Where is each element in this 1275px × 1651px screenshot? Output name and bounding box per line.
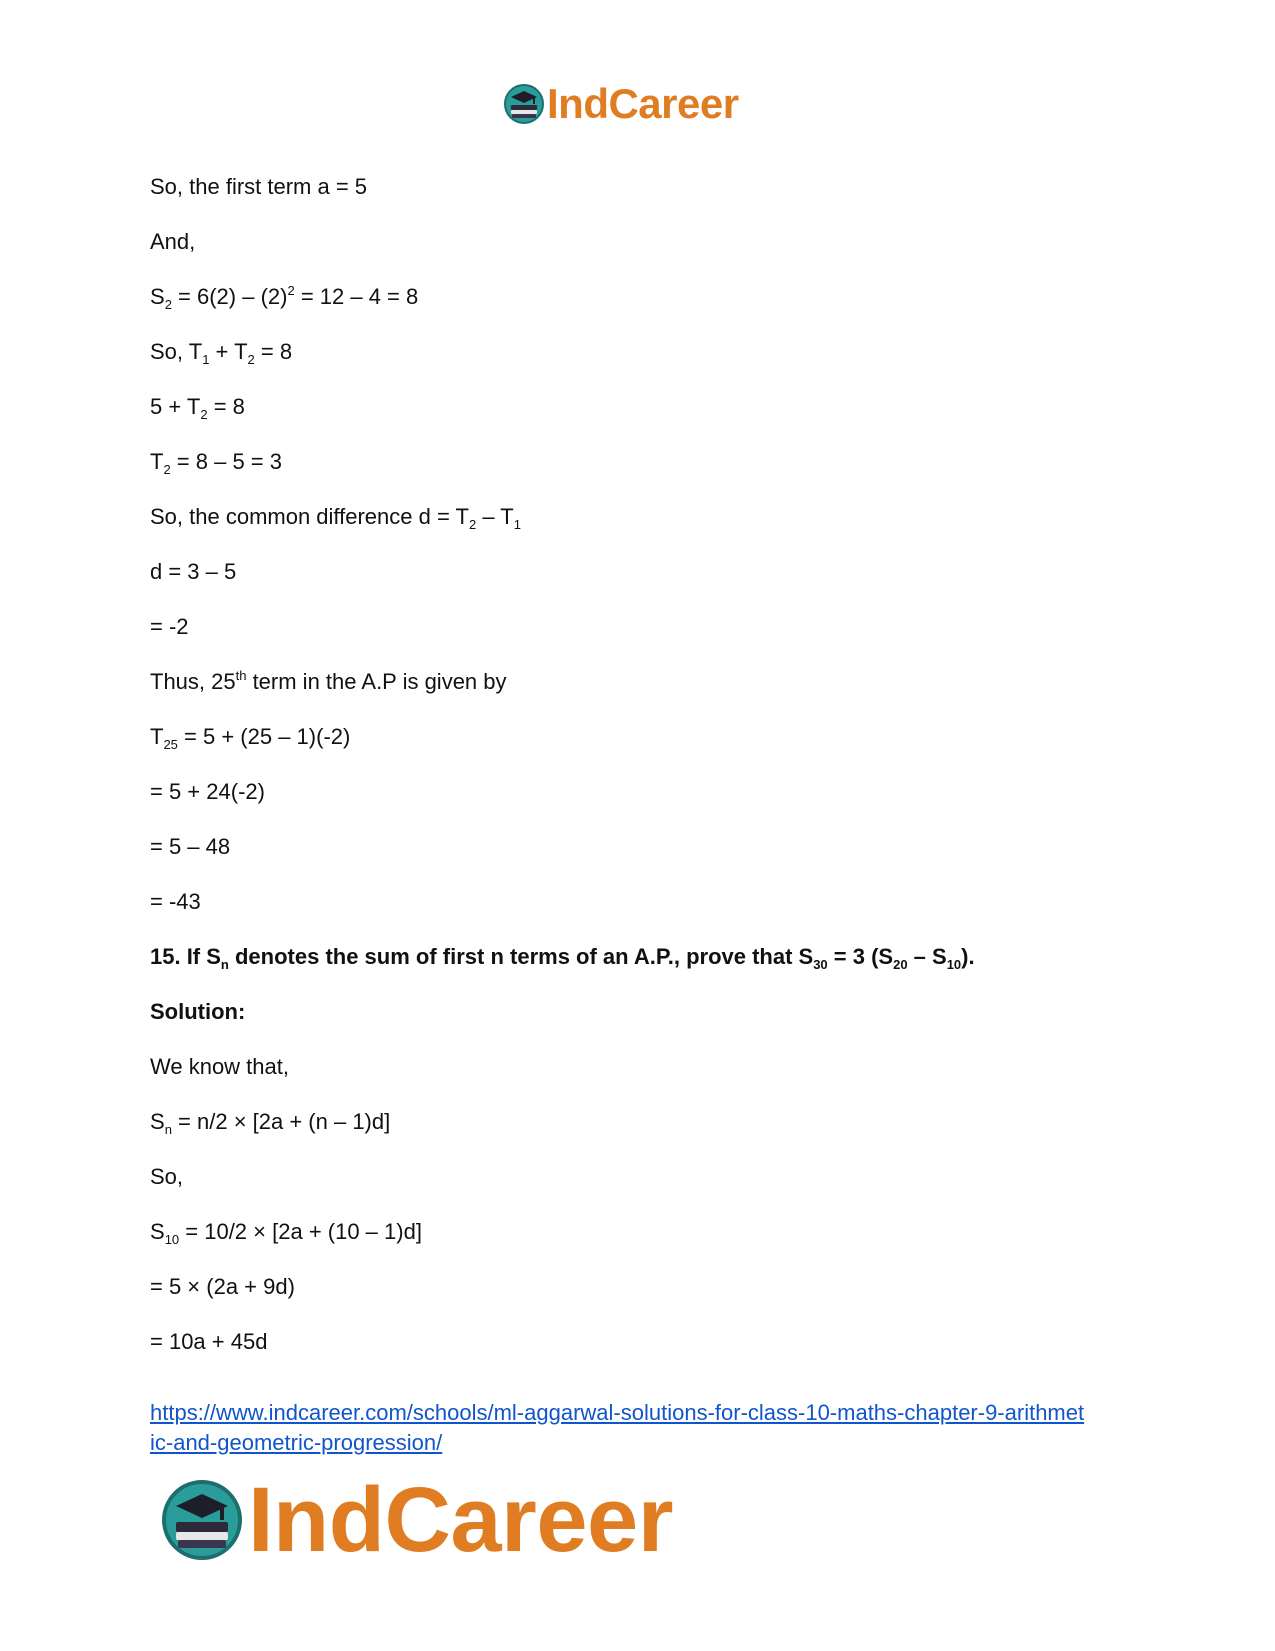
text-segment: term in the A.P is given by [246,669,507,694]
subscript: n [164,1122,172,1137]
text-segment: T [150,449,164,474]
globe-book-icon [503,83,545,125]
text-segment: – T [476,504,514,529]
subscript: 1 [513,517,521,532]
subscript: 2 [247,352,255,367]
subscript: 20 [893,957,908,972]
subscript: 2 [468,517,477,532]
document-body [150,174,1150,1384]
subscript: 2 [164,297,172,312]
text-segment: = 6(2) – (2) [171,284,288,309]
source-link[interactable] [150,1400,1084,1455]
text-line [150,1219,1150,1245]
text-segment: S [150,284,165,309]
subscript: 25 [163,737,178,752]
text-segment: = 8 – 5 = 3 [170,449,282,474]
text-segment: = 12 – 4 = 8 [294,284,419,309]
text-line: And, [150,229,196,254]
superscript: th [235,668,247,683]
subscript: 10 [164,1232,180,1247]
text-line: = -43 [150,889,201,914]
text-line: = 5 + 24(-2) [150,779,265,804]
question-heading [150,944,1150,970]
subscript: 2 [163,462,171,477]
text-line [150,339,1150,365]
text-segment: S [150,1219,165,1244]
subscript: n [220,957,229,972]
header-logo [503,80,739,128]
solution-heading: Solution: [150,999,246,1024]
text-line: = -2 [150,614,189,639]
subscript: 10 [946,957,962,972]
text-line [150,724,1150,750]
logo-wordmark: IndCareer [248,1469,673,1571]
text-segment: = n/2 × [2a + (n – 1)d] [171,1109,391,1134]
text-line: = 5 × (2a + 9d) [150,1274,295,1299]
text-segment: So, the common difference d = T [150,504,469,529]
text-segment: = 10/2 × [2a + (10 – 1)d] [179,1219,422,1244]
text-line: d = 3 – 5 [150,559,237,584]
globe-book-icon [160,1478,244,1562]
superscript: 2 [287,283,295,298]
text-segment: + T [209,339,248,364]
text-line [150,504,1150,530]
text-segment: – S [907,944,947,969]
text-line [150,394,1150,420]
text-segment: 15. If S [150,944,221,969]
text-segment: = 8 [254,339,293,364]
text-line [150,669,1150,695]
text-segment: So, T [150,339,203,364]
link-text-line-2: ic-and-geometric-progression/ [150,1430,443,1455]
text-segment: S [150,1109,165,1134]
text-line [150,284,1150,310]
source-link-block [150,1398,1150,1458]
text-line [150,449,1150,475]
text-line: So, the first term a = 5 [150,174,368,199]
text-segment: 5 + T [150,394,201,419]
text-line [150,1109,1150,1135]
footer-logo [160,1470,673,1570]
logo-wordmark: IndCareer [547,80,739,127]
text-segment: ). [961,944,975,969]
text-segment: = 8 [207,394,245,419]
text-segment: Thus, 25 [150,669,236,694]
subscript: 30 [813,957,828,972]
text-segment: = 5 + (25 – 1)(-2) [177,724,351,749]
text-line: = 10a + 45d [150,1329,268,1354]
text-line: We know that, [150,1054,289,1079]
text-segment: T [150,724,164,749]
text-segment: = 3 (S [827,944,894,969]
text-line: So, [150,1164,184,1189]
subscript: 1 [202,352,210,367]
text-segment: denotes the sum of first n terms of an A.P., prove that S [228,944,814,969]
link-text-line-1: https://www.indcareer.com/schools/ml-aggarwal-solutions-for-class-10-maths-chapter-9-arithmet [150,1400,1085,1425]
subscript: 2 [200,407,208,422]
text-line: = 5 – 48 [150,834,231,859]
